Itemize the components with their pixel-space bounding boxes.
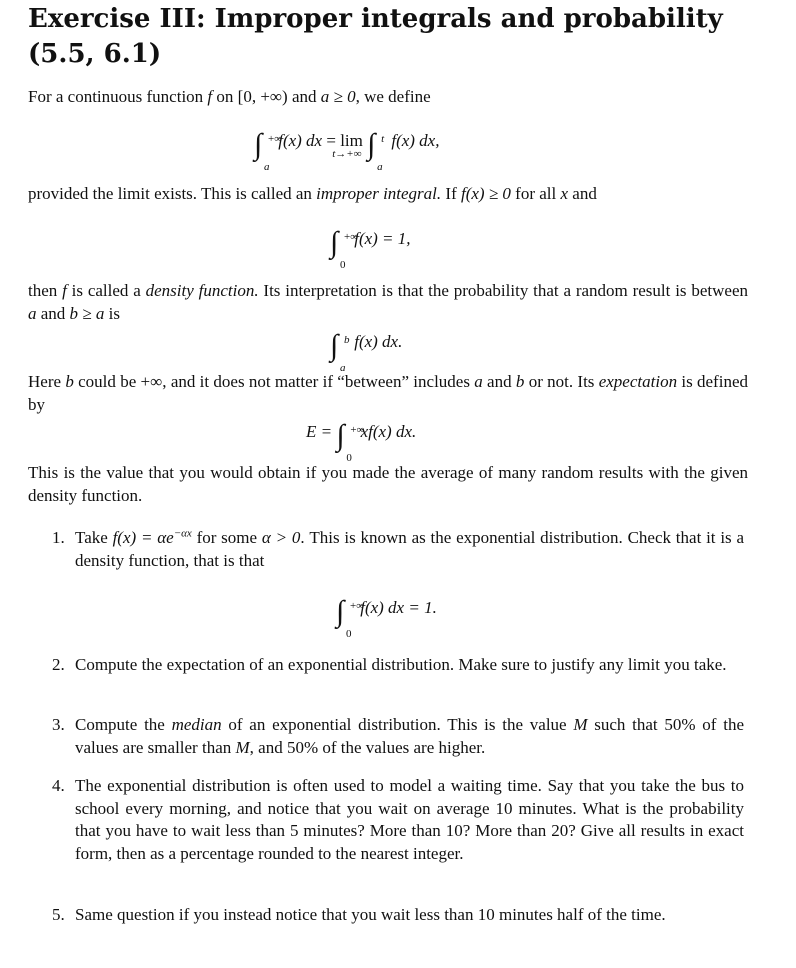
exercise-item-4: 4. The exponential distribution is often used to model a waiting time. Say that you take the bus to school every morning, and notice that you wait on average 10 minutes. What is the probability that you have to wait less than 5 minutes? More than 10? More than 20? Give all results in exact form, then as a percentage rounded to the nearest integer. xyxy=(52,776,744,863)
paragraph-expectation: Here b could be +∞, and it does not matter if “between” includes a and b or not. Its expectation is defined by xyxy=(28,372,748,414)
exercise-item-1: 1. Take $f(x) = \alpha e^{-\alpha x}$ for some α > 0. This is known as the exponential distribution. Check that it is a density function, that is that xyxy=(52,527,744,570)
paragraph-density-function: then f is called a density function. Its interpretation is that the probability that a random result is between a and b ≥ a is xyxy=(28,281,748,323)
integral-sign: ∫ +∞ a xyxy=(254,128,283,173)
integral-sign: ∫ b a xyxy=(330,329,350,374)
exercise-item-3: 3. Compute the median of an exponential distribution. This is the value M such that 50% of the values are smaller than M, and 50% of the values are higher. xyxy=(52,715,744,757)
equation-density-normalization: ∫ +∞ 0 f(x) = 1, xyxy=(330,226,411,271)
paragraph-improper-integral: provided the limit exists. This is called an improper integral. If f(x) ≥ 0 for all x and xyxy=(28,184,597,203)
integral-sign: ∫ +∞ 0 xyxy=(330,226,359,271)
intro-paragraph: For a continuous function f on [0, +∞) and a ≥ 0, we define xyxy=(28,87,431,106)
equation-exponential-normalization: ∫ +∞ 0 f(x) dx = 1. xyxy=(336,595,437,640)
exercise-heading: Exercise III: Improper integrals and probability (5.5, 6.1) xyxy=(28,4,723,69)
integral-sign: ∫ +∞ 0 xyxy=(336,595,365,640)
paragraph-average: This is the value that you would obtain if you made the average of many random results with the given density function. xyxy=(28,463,748,505)
equation-improper-integral: ∫ +∞ a f(x) dx = lim t→+∞ ∫ t a f(x) dx, xyxy=(254,128,440,173)
exercise-item-2: 2. Compute the expectation of an exponential distribution. Make sure to justify any limit you take. xyxy=(52,655,727,674)
exercise-item-5: 5. Same question if you instead notice that you wait less than 10 minutes half of the time. xyxy=(52,905,666,924)
integral-sign: ∫ t a xyxy=(367,128,385,173)
equation-expectation: E = ∫ +∞ 0 xf(x) dx. xyxy=(306,419,417,464)
equation-probability-integral: ∫ b a f(x) dx. xyxy=(330,329,403,374)
integral-sign: ∫ +∞ 0 xyxy=(336,419,365,464)
